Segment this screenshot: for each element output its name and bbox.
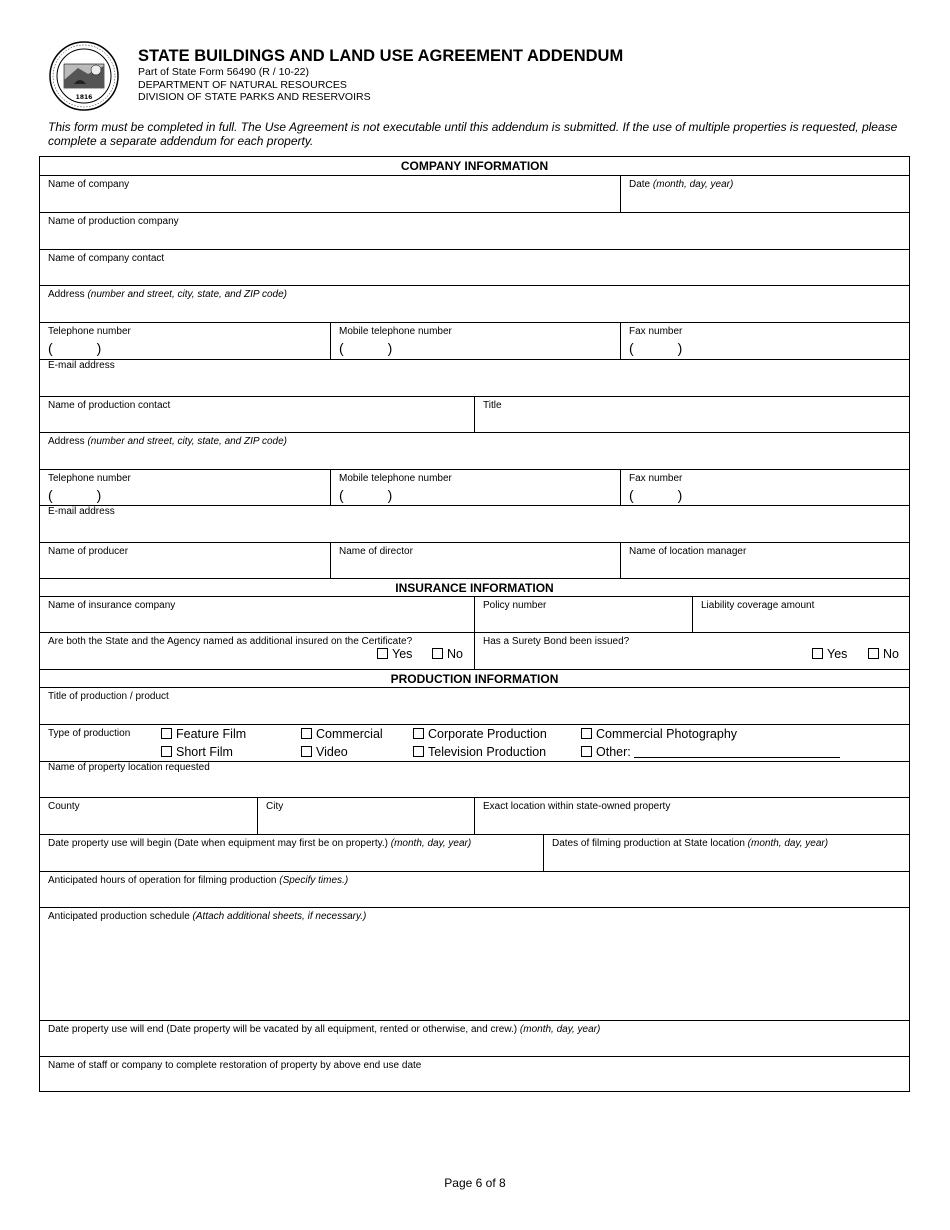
checkbox-icon[interactable] bbox=[812, 648, 823, 659]
row-producer-director bbox=[40, 543, 909, 579]
area-code-parens: ( ) bbox=[339, 487, 393, 503]
production-section-header: PRODUCTION INFORMATION bbox=[40, 670, 909, 688]
producer-label: Name of producer bbox=[48, 546, 129, 557]
checkbox-icon[interactable] bbox=[868, 648, 879, 659]
property-location-field[interactable] bbox=[40, 762, 909, 798]
company-mobile-label: Mobile telephone number bbox=[339, 326, 452, 337]
form-title: STATE BUILDINGS AND LAND USE AGREEMENT ADDENDUM bbox=[138, 47, 624, 65]
row-insurance bbox=[40, 597, 909, 633]
row-production-phones bbox=[40, 470, 909, 506]
liability-amount-field[interactable] bbox=[693, 597, 911, 632]
dates-filming-label: Dates of filming production at State location (month, day, year) bbox=[552, 838, 829, 849]
row-dates bbox=[40, 835, 909, 872]
production-type-field bbox=[40, 725, 909, 762]
exact-location-field[interactable] bbox=[475, 798, 911, 834]
director-label: Name of director bbox=[339, 546, 413, 557]
date-end-field[interactable] bbox=[40, 1021, 909, 1057]
type-other[interactable]: Other: bbox=[581, 745, 840, 759]
company-fax-label: Fax number bbox=[629, 326, 683, 337]
production-type-label: Type of production bbox=[48, 728, 131, 739]
company-contact-label: Name of company contact bbox=[48, 253, 165, 264]
addendum-form bbox=[39, 156, 910, 1092]
schedule-label: Anticipated production schedule (Attach additional sheets, if necessary.) bbox=[48, 911, 367, 922]
hours-label: Anticipated hours of operation for filming production (Specify times.) bbox=[48, 875, 349, 886]
company-address-field[interactable] bbox=[40, 286, 909, 323]
additional-insured-question bbox=[40, 633, 475, 669]
production-company-label: Name of production company bbox=[48, 216, 179, 227]
company-mobile-field[interactable] bbox=[331, 323, 621, 359]
division-name: DIVISION OF STATE PARKS AND RESERVOIRS bbox=[138, 91, 371, 103]
type-feature-film[interactable]: Feature Film bbox=[161, 727, 246, 741]
company-email-field[interactable] bbox=[40, 360, 909, 397]
production-mobile-field[interactable] bbox=[331, 470, 621, 505]
insurance-company-label: Name of insurance company bbox=[48, 600, 176, 611]
additional-insured-yes[interactable]: Yes bbox=[377, 647, 412, 661]
row-county-city bbox=[40, 798, 909, 835]
checkbox-icon[interactable] bbox=[413, 728, 424, 739]
county-field[interactable] bbox=[40, 798, 258, 834]
state-seal-icon bbox=[48, 40, 120, 112]
property-location-label: Name of property location requested bbox=[48, 762, 210, 773]
form-header bbox=[48, 40, 908, 110]
type-short-film[interactable]: Short Film bbox=[161, 745, 233, 759]
area-code-parens: ( ) bbox=[48, 340, 102, 356]
liability-amount-label: Liability coverage amount bbox=[701, 600, 815, 611]
production-title-label: Title of production / product bbox=[48, 691, 169, 702]
director-field[interactable] bbox=[331, 543, 621, 578]
date-begin-label: Date property use will begin (Date when equipment may first be on property.) (month, day, year) bbox=[48, 838, 472, 849]
other-text-line[interactable] bbox=[634, 745, 840, 758]
type-corporate-production[interactable]: Corporate Production bbox=[413, 727, 547, 741]
company-email-label: E-mail address bbox=[48, 360, 115, 371]
surety-bond-yes[interactable]: Yes bbox=[812, 647, 847, 661]
additional-insured-no[interactable]: No bbox=[432, 647, 463, 661]
production-email-label: E-mail address bbox=[48, 506, 115, 517]
row-production-contact bbox=[40, 397, 909, 433]
page-number: Page 6 of 8 bbox=[444, 1176, 506, 1190]
checkbox-icon[interactable] bbox=[413, 746, 424, 757]
production-address-label: Address (number and street, city, state, and ZIP code) bbox=[48, 436, 288, 447]
production-telephone-field[interactable] bbox=[40, 470, 331, 505]
checkbox-icon[interactable] bbox=[432, 648, 443, 659]
production-title-field[interactable] bbox=[40, 688, 909, 725]
company-telephone-field[interactable] bbox=[40, 323, 331, 359]
production-fax-label: Fax number bbox=[629, 473, 683, 484]
production-mobile-label: Mobile telephone number bbox=[339, 473, 452, 484]
area-code-parens: ( ) bbox=[629, 340, 683, 356]
company-fax-field[interactable] bbox=[621, 323, 911, 359]
area-code-parens: ( ) bbox=[629, 487, 683, 503]
location-manager-label: Name of location manager bbox=[629, 546, 747, 557]
row-insurance-questions bbox=[40, 633, 909, 670]
restoration-label: Name of staff or company to complete restoration of property by above end use date bbox=[48, 1060, 422, 1071]
type-video[interactable]: Video bbox=[301, 745, 348, 759]
department-name: DEPARTMENT OF NATURAL RESOURCES bbox=[138, 78, 347, 91]
company-section-header: COMPANY INFORMATION bbox=[40, 157, 909, 176]
type-television-production[interactable]: Television Production bbox=[413, 745, 546, 759]
production-fax-field[interactable] bbox=[621, 470, 911, 505]
checkbox-icon[interactable] bbox=[581, 746, 592, 757]
production-telephone-label: Telephone number bbox=[48, 473, 131, 484]
checkbox-icon[interactable] bbox=[301, 746, 312, 757]
company-name-label: Name of company bbox=[48, 179, 130, 190]
seal-year: 1816 bbox=[75, 94, 93, 101]
city-label: City bbox=[266, 801, 284, 812]
location-manager-field[interactable] bbox=[621, 543, 911, 578]
company-name-field[interactable] bbox=[40, 176, 621, 212]
contact-title-field[interactable] bbox=[475, 397, 911, 432]
production-contact-label: Name of production contact bbox=[48, 400, 171, 411]
policy-number-label: Policy number bbox=[483, 600, 547, 611]
checkbox-icon[interactable] bbox=[377, 648, 388, 659]
policy-number-field[interactable] bbox=[475, 597, 693, 632]
company-contact-field[interactable] bbox=[40, 250, 909, 286]
company-address-label: Address (number and street, city, state, and ZIP code) bbox=[48, 289, 288, 300]
type-commercial[interactable]: Commercial bbox=[301, 727, 383, 741]
hours-field[interactable] bbox=[40, 872, 909, 908]
additional-insured-label: Are both the State and the Agency named as additional insured on the Certificate? bbox=[48, 636, 413, 647]
type-commercial-photography[interactable]: Commercial Photography bbox=[581, 727, 737, 741]
county-label: County bbox=[48, 801, 80, 812]
restoration-field[interactable] bbox=[40, 1057, 909, 1093]
schedule-field[interactable] bbox=[40, 908, 909, 1021]
insurance-section-header: INSURANCE INFORMATION bbox=[40, 579, 909, 597]
intro-instructions: This form must be completed in full. The Use Agreement is not executable until this addendum is submitted. If the use of multiple properties is requested, please complete a separate addendum for each property. bbox=[48, 120, 898, 148]
company-telephone-label: Telephone number bbox=[48, 326, 131, 337]
date-label: Date (month, day, year) bbox=[629, 179, 734, 190]
exact-location-label: Exact location within state-owned property bbox=[483, 801, 671, 812]
insurance-company-field[interactable] bbox=[40, 597, 475, 632]
form-number: Part of State Form 56490 (R / 10-22) bbox=[138, 66, 309, 78]
surety-bond-question bbox=[475, 633, 911, 669]
area-code-parens: ( ) bbox=[339, 340, 393, 356]
production-contact-field[interactable] bbox=[40, 397, 475, 432]
production-address-field[interactable] bbox=[40, 433, 909, 470]
city-field[interactable] bbox=[258, 798, 475, 834]
production-email-field[interactable] bbox=[40, 506, 909, 543]
checkbox-icon[interactable] bbox=[581, 728, 592, 739]
date-end-label: Date property use will end (Date property will be vacated by all equipment, rented or otherwise, and crew.) (month, day, year) bbox=[48, 1024, 601, 1035]
date-field[interactable] bbox=[621, 176, 911, 212]
production-company-field[interactable] bbox=[40, 213, 909, 250]
checkbox-icon[interactable] bbox=[161, 746, 172, 757]
surety-bond-no[interactable]: No bbox=[868, 647, 899, 661]
checkbox-icon[interactable] bbox=[301, 728, 312, 739]
area-code-parens: ( ) bbox=[48, 487, 102, 503]
row-company-name bbox=[40, 176, 909, 213]
checkbox-icon[interactable] bbox=[161, 728, 172, 739]
date-begin-field[interactable] bbox=[40, 835, 544, 871]
dates-filming-field[interactable] bbox=[544, 835, 911, 871]
row-company-phones bbox=[40, 323, 909, 360]
surety-bond-label: Has a Surety Bond been issued? bbox=[483, 636, 630, 647]
contact-title-label: Title bbox=[483, 400, 502, 411]
producer-field[interactable] bbox=[40, 543, 331, 578]
